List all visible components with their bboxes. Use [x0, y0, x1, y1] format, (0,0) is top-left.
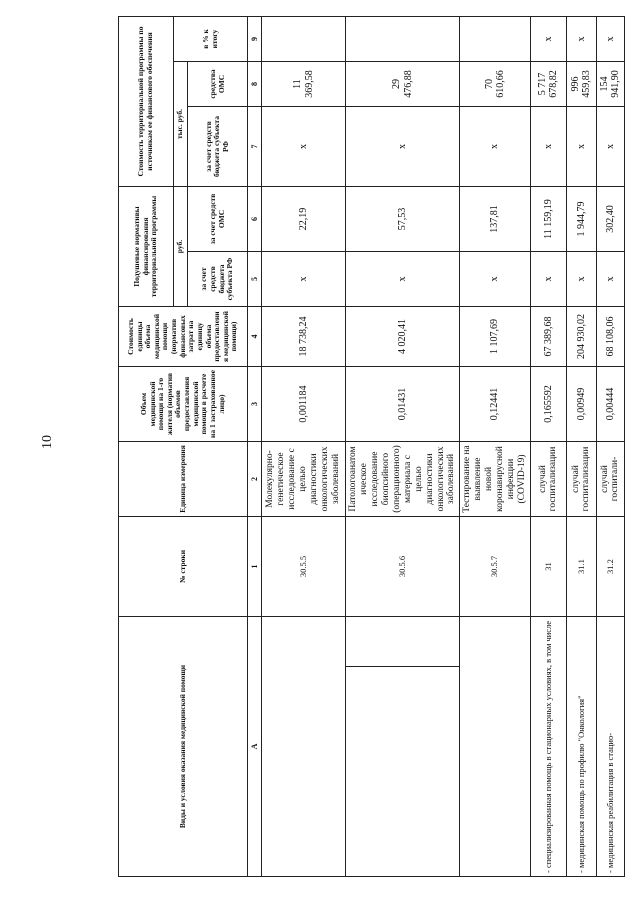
table-rotation-wrapper [118, 17, 622, 877]
row-name: - специализированная помощь в стационарных условиях, в том числе [530, 617, 566, 877]
row-cost: 18 738,24 [262, 307, 346, 367]
row-percent [460, 16, 531, 61]
header-budget-rf-2: за счет средств бюджета субъекта РФ [188, 107, 248, 187]
header-rub: руб. [174, 187, 188, 307]
header-norm: Подушевые нормативы финансирования территориальной программы [119, 187, 174, 307]
row-oms-total: 29 476,88 [346, 62, 460, 107]
index-cell: 2 [248, 442, 262, 517]
row-no: 31.1 [566, 517, 596, 617]
row-cost: 67 389,68 [530, 307, 566, 367]
row-budget: х [530, 252, 566, 307]
table-row [460, 16, 531, 876]
row-no: 30.5.5 [262, 517, 346, 617]
header-unit: Единица измерения [119, 442, 248, 517]
table-row [262, 16, 346, 876]
row-oms: 57,53 [346, 187, 460, 252]
row-budget-total: х [596, 107, 624, 187]
header-cost: Стоимость единицы объема медицинской помощи (норматив финансовых затрат на единицу объема предоставления медицинской помощи) [119, 307, 248, 367]
row-percent: х [596, 16, 624, 61]
row-budget-total: х [262, 107, 346, 187]
index-cell: 7 [248, 107, 262, 187]
header-row-no: № строки [119, 517, 248, 617]
row-budget-total: х [566, 107, 596, 187]
index-cell: 4 [248, 307, 262, 367]
row-budget: х [460, 252, 531, 307]
header-percent: в % к итогу [174, 16, 248, 61]
index-cell: 1 [248, 517, 262, 617]
row-budget: х [262, 252, 346, 307]
index-cell: 9 [248, 16, 262, 61]
row-budget-total: х [530, 107, 566, 187]
row-oms-total: 154 941,90 [596, 62, 624, 107]
row-oms: 22,19 [262, 187, 346, 252]
row-budget: х [346, 252, 460, 307]
row-percent [346, 16, 460, 61]
row-volume: 0,01431 [346, 367, 460, 442]
row-oms-total: 11 369,58 [262, 62, 346, 107]
row-name [460, 617, 531, 877]
row-name: - медицинская реабилитация в стацио- [596, 617, 624, 877]
header-budget-rf: за счет средств бюджета субъекта РФ [188, 252, 248, 307]
row-unit: Тестирование на выявление новой коронавирусной инфекции (COVID-19) [460, 442, 531, 517]
row-cost: 1 107,69 [460, 307, 531, 367]
table-row [596, 16, 624, 876]
row-cost: 4 020,41 [346, 307, 460, 367]
row-unit: случай госпитали- [596, 442, 624, 517]
row-name-gap [346, 617, 460, 667]
row-unit: Молекулярно-генетическое исследование с целью диагностики онкологических заболеваний [262, 442, 346, 517]
row-unit: Патологоанатомическое исследование биопсийного (операционного) материала с целью диагностики онкологических заболеваний [346, 442, 460, 517]
row-budget-total: х [346, 107, 460, 187]
row-oms-total: 996 459,83 [566, 62, 596, 107]
index-row [248, 16, 262, 876]
row-volume: 0,001184 [262, 367, 346, 442]
row-oms: 302,40 [596, 187, 624, 252]
row-percent [262, 16, 346, 61]
row-cost: 204 930,02 [566, 307, 596, 367]
table-row [346, 16, 460, 876]
header-oms-a: за счет средств ОМС [188, 187, 248, 252]
row-no: 31 [530, 517, 566, 617]
row-budget: х [596, 252, 624, 307]
row-volume: 0,00949 [566, 367, 596, 442]
row-unit: случай госпитализации [530, 442, 566, 517]
page-number: 10 [40, 435, 55, 449]
row-volume: 0,00444 [596, 367, 624, 442]
table-row [530, 16, 566, 876]
row-volume: 0,165592 [530, 367, 566, 442]
header-thous-rub: тыс. руб. [174, 62, 188, 187]
row-oms: 1 944,79 [566, 187, 596, 252]
row-no: 30.5.7 [460, 517, 531, 617]
row-unit: случай госпитализации [566, 442, 596, 517]
header-total-cost: Стоимость территориальной программы по источникам ее финансового обеспечения [119, 16, 174, 186]
row-oms-total: 70 610,66 [460, 62, 531, 107]
financing-table [118, 16, 625, 877]
row-oms: 137,81 [460, 187, 531, 252]
header-oms-b: средства ОМС [188, 62, 248, 107]
row-oms: 11 159,19 [530, 187, 566, 252]
index-cell: 5 [248, 252, 262, 307]
row-name [346, 667, 460, 877]
row-cost: 68 108,06 [596, 307, 624, 367]
row-budget: х [566, 252, 596, 307]
index-cell: 6 [248, 187, 262, 252]
row-name: - медицинская помощь по профилю "Онкология" [566, 617, 596, 877]
header-row-1 [119, 16, 174, 876]
header-type: Виды и условия оказания медицинской помощи [119, 617, 248, 877]
row-no: 31.2 [596, 517, 624, 617]
row-name [262, 617, 346, 877]
index-cell: 3 [248, 367, 262, 442]
table-row [566, 16, 596, 876]
row-percent: х [530, 16, 566, 61]
header-volume: Объем медицинской помощи на 1-го жителя (норматив объемов предоставления медицинской помощи в расчете на 1 застрахованное лицо) [119, 367, 248, 442]
index-cell: А [248, 617, 262, 877]
row-budget-total: х [460, 107, 531, 187]
row-volume: 0,12441 [460, 367, 531, 442]
index-cell: 8 [248, 62, 262, 107]
row-no: 30.5.6 [346, 517, 460, 617]
row-oms-total: 5 717 678,82 [530, 62, 566, 107]
row-percent: х [566, 16, 596, 61]
